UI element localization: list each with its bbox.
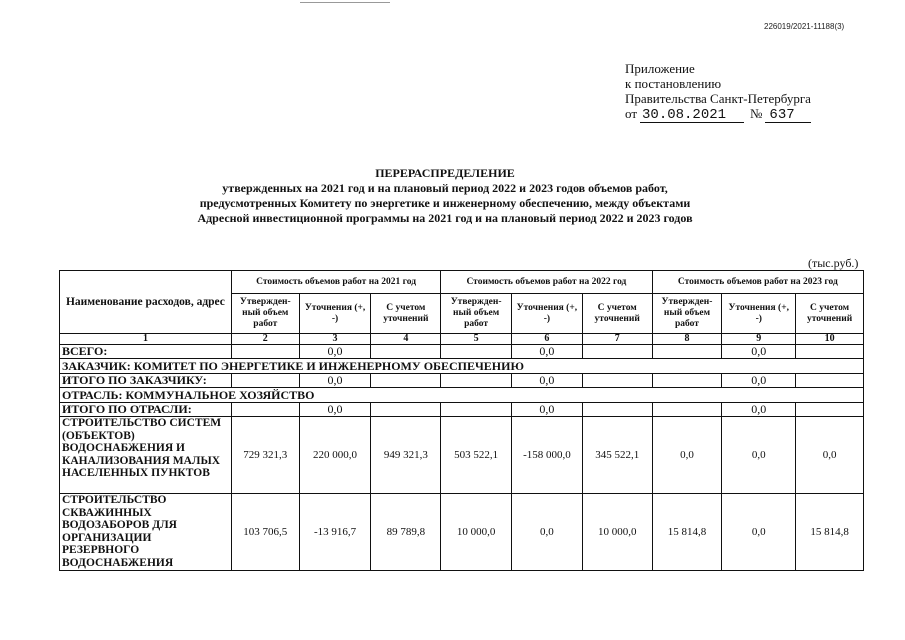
customer-total-changes-2021: 0,0 (299, 374, 371, 388)
value-cell: 0,0 (652, 417, 722, 494)
sector-label: ОТРАСЛЬ: КОММУНАЛЬНОЕ ХОЗЯЙСТВО (60, 388, 864, 403)
table-row (60, 417, 864, 494)
value-cell: 729 321,3 (231, 417, 299, 494)
header-2021: Стоимость объемов работ на 2021 год (231, 271, 440, 294)
col-number: 4 (371, 334, 441, 345)
header-2023: Стоимость объемов работ на 2023 год (652, 271, 863, 294)
appendix-line-3: Правительства Санкт-Петербурга (625, 91, 811, 106)
col-number: 8 (652, 334, 722, 345)
value-cell: 503 522,1 (441, 417, 512, 494)
col-number: 9 (722, 334, 796, 345)
appendix-block (625, 61, 811, 123)
total-label: ВСЕГО: (60, 345, 232, 359)
sector-total-row (60, 403, 864, 417)
col-number: 5 (441, 334, 512, 345)
sector-total-changes-2022: 0,0 (512, 403, 583, 417)
customer-total-changes-2022: 0,0 (512, 374, 583, 388)
value-cell: 10 000,0 (441, 494, 512, 571)
value-cell: -158 000,0 (512, 417, 583, 494)
value-cell: 103 706,5 (231, 494, 299, 571)
scan-edge-line (300, 2, 390, 3)
title-line-2: утвержденных на 2021 год и на плановый период 2022 и 2023 годов объемов работ, (222, 181, 668, 195)
total-changes-2022: 0,0 (512, 345, 583, 359)
col-number: 1 (60, 334, 232, 345)
total-changes-2023: 0,0 (722, 345, 796, 359)
decree-date: 30.08.2021 (640, 108, 744, 123)
header-changes: Уточнения (+, -) (299, 294, 371, 334)
sector-row (60, 388, 864, 403)
col-number: 10 (796, 334, 864, 345)
customer-label: ЗАКАЗЧИК: КОМИТЕТ ПО ЭНЕРГЕТИКЕ И ИНЖЕНЕРНОМУ ОБЕСПЕЧЕНИЮ (60, 359, 864, 374)
sector-total-label: ИТОГО ПО ОТРАСЛИ: (60, 403, 232, 417)
document-id: 226019/2021-11188(3) (764, 22, 845, 31)
value-cell: 0,0 (722, 417, 796, 494)
appendix-line-2: к постановлению (625, 76, 722, 91)
header-with-changes: С учетом уточнений (582, 294, 652, 334)
customer-total-changes-2023: 0,0 (722, 374, 796, 388)
header-name: Наименование расходов, адрес (60, 271, 232, 334)
value-cell: -13 916,7 (299, 494, 371, 571)
unit-label: (тыс.руб.) (808, 256, 859, 270)
value-cell: 0,0 (722, 494, 796, 571)
object-name: СТРОИТЕЛЬСТВО СИСТЕМ (ОБЪЕКТОВ) ВОДОСНАБЖЕНИЯ И КАНАЛИЗОВАНИЯ МАЛЫХ НАСЕЛЕННЫХ ПУНКТОВ (60, 417, 232, 494)
col-number: 7 (582, 334, 652, 345)
value-cell: 0,0 (796, 417, 864, 494)
customer-total-row (60, 374, 864, 388)
value-cell: 15 814,8 (796, 494, 864, 571)
value-cell: 220 000,0 (299, 417, 371, 494)
header-approved: Утвержден-ный объем работ (231, 294, 299, 334)
header-2022: Стоимость объемов работ на 2022 год (441, 271, 652, 294)
value-cell: 10 000,0 (582, 494, 652, 571)
col-number: 3 (299, 334, 371, 345)
col-number: 6 (512, 334, 583, 345)
header-approved: Утвержден-ный объем работ (441, 294, 512, 334)
header-with-changes: С учетом уточнений (796, 294, 864, 334)
title-line-1: ПЕРЕРАСПРЕДЕЛЕНИЕ (375, 166, 515, 180)
value-cell: 15 814,8 (652, 494, 722, 571)
number-prefix: № (750, 106, 763, 121)
appendix-line-1: Приложение (625, 61, 695, 76)
title-line-4: Адресной инвестиционной программы на 2021 год и на плановый период 2022 и 2023 годов (197, 211, 693, 225)
header-changes: Уточнения (+, -) (722, 294, 796, 334)
header-approved: Утвержден-ный объем работ (652, 294, 722, 334)
value-cell: 89 789,8 (371, 494, 441, 571)
column-numbers-row (60, 334, 864, 345)
col-number: 2 (231, 334, 299, 345)
document-title (160, 166, 730, 226)
decree-number: 637 (765, 108, 811, 123)
total-row (60, 345, 864, 359)
sector-total-changes-2021: 0,0 (299, 403, 371, 417)
value-cell: 949 321,3 (371, 417, 441, 494)
value-cell: 345 522,1 (582, 417, 652, 494)
title-line-3: предусмотренных Комитету по энергетике и инженерному обеспечению, между объектами (199, 196, 691, 210)
appendix-date-row (625, 106, 811, 123)
redistribution-table (59, 270, 864, 571)
header-with-changes: С учетом уточнений (371, 294, 441, 334)
date-prefix: от (625, 106, 638, 121)
object-name: СТРОИТЕЛЬСТВО СКВАЖИННЫХ ВОДОЗАБОРОВ ДЛЯ ОРГАНИЗАЦИИ РЕЗЕРВНОГО ВОДОСНАБЖЕНИЯ (60, 494, 232, 571)
customer-total-label: ИТОГО ПО ЗАКАЗЧИКУ: (60, 374, 232, 388)
sector-total-changes-2023: 0,0 (722, 403, 796, 417)
table-row (60, 494, 864, 571)
customer-row (60, 359, 864, 374)
total-changes-2021: 0,0 (299, 345, 371, 359)
value-cell: 0,0 (512, 494, 583, 571)
header-changes: Уточнения (+, -) (512, 294, 583, 334)
